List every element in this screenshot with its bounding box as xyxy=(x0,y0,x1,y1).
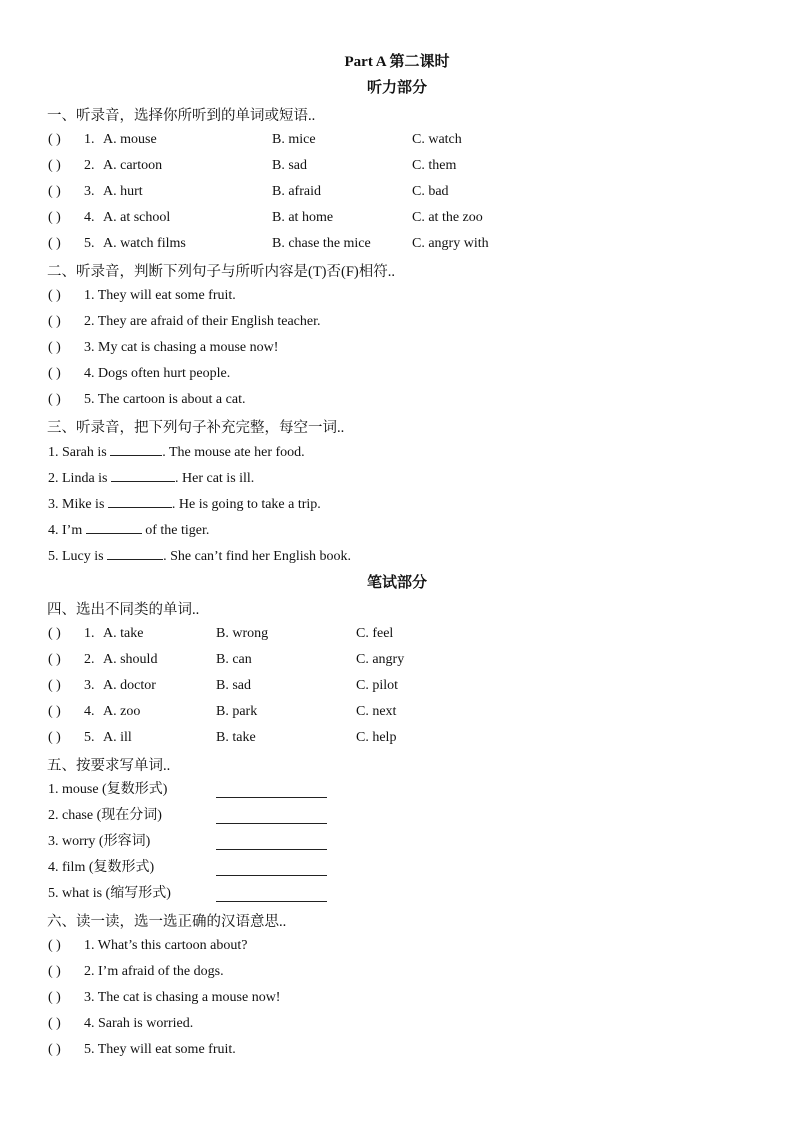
item-number: 4. xyxy=(84,704,95,719)
word-prompt: 4. film (复数形式) xyxy=(48,860,155,875)
sentence: 4. Dogs often hurt people. xyxy=(84,366,231,381)
option-b: B. park xyxy=(216,704,258,719)
answer-bracket[interactable]: ( ) xyxy=(48,938,61,953)
answer-bracket[interactable]: ( ) xyxy=(48,730,61,745)
s3-item-4 xyxy=(48,520,209,540)
s6-item-4 xyxy=(48,1014,193,1034)
answer-bracket[interactable]: ( ) xyxy=(48,340,61,355)
item-number: 3. xyxy=(84,678,95,693)
sentence: 5. They will eat some fruit. xyxy=(84,1042,236,1057)
s5-item-4 xyxy=(48,858,154,878)
sentence: 2. They are afraid of their English teacher. xyxy=(84,314,321,329)
s1-item-5 xyxy=(48,234,489,254)
option-c: C. help xyxy=(356,730,397,745)
s2-item-5 xyxy=(48,390,245,410)
s4-item-3 xyxy=(48,676,399,696)
answer-bracket[interactable]: ( ) xyxy=(48,184,61,199)
fill-blank[interactable] xyxy=(86,520,142,534)
sentence-end: . The mouse ate her food. xyxy=(162,445,305,460)
s2-item-3 xyxy=(48,338,278,358)
fill-blank[interactable] xyxy=(107,546,163,560)
sentence-start: 4. I’m xyxy=(48,523,86,538)
s3-item-5 xyxy=(48,546,351,566)
answer-bracket[interactable]: ( ) xyxy=(48,236,61,251)
s5-item-2 xyxy=(48,806,162,826)
option-b: B. chase the mice xyxy=(272,236,371,251)
option-b: B. wrong xyxy=(216,626,269,641)
section-1-title: 一、听录音，选择你所听到的单词或短语.. xyxy=(47,108,316,124)
answer-line[interactable] xyxy=(216,783,327,798)
item-number: 1. xyxy=(84,626,95,641)
item-number: 2. xyxy=(84,652,95,667)
word-prompt: 3. worry (形容词) xyxy=(48,834,151,849)
option-c: C. next xyxy=(356,704,397,719)
s4-item-2 xyxy=(48,650,405,670)
writing-heading: 笔试部分 xyxy=(366,575,427,591)
s3-item-2 xyxy=(48,468,254,488)
item-number: 5. xyxy=(84,236,95,251)
page-title: Part A 第二课时 xyxy=(344,54,450,70)
s2-item-2 xyxy=(48,312,320,332)
sentence-end: . He is going to take a trip. xyxy=(171,497,321,512)
section-4-title: 四、选出不同类的单词.. xyxy=(47,602,200,618)
option-a: A. cartoon xyxy=(103,158,163,173)
answer-bracket[interactable]: ( ) xyxy=(48,626,61,641)
sentence-end: . Her cat is ill. xyxy=(175,471,255,486)
answer-bracket[interactable]: ( ) xyxy=(48,392,61,407)
sentence-start: 2. Linda is xyxy=(48,471,111,486)
answer-bracket[interactable]: ( ) xyxy=(48,366,61,381)
fill-blank[interactable] xyxy=(110,442,162,456)
s6-item-5 xyxy=(48,1040,236,1060)
section-5-title: 五、按要求写单词.. xyxy=(47,758,171,774)
s5-item-1 xyxy=(48,780,167,800)
option-a: A. doctor xyxy=(103,678,156,693)
option-c: C. them xyxy=(412,158,457,173)
sentence: 3. The cat is chasing a mouse now! xyxy=(84,990,281,1005)
s1-item-1 xyxy=(48,130,462,150)
option-b: B. mice xyxy=(272,132,316,147)
s5-item-3 xyxy=(48,832,150,852)
answer-bracket[interactable]: ( ) xyxy=(48,704,61,719)
answer-bracket[interactable]: ( ) xyxy=(48,1042,61,1057)
section-6-title: 六、读一读，选一选正确的汉语意思.. xyxy=(47,914,287,930)
option-a: A. should xyxy=(103,652,158,667)
answer-bracket[interactable]: ( ) xyxy=(48,314,61,329)
sentence-start: 3. Mike is xyxy=(48,497,108,512)
option-c: C. at the zoo xyxy=(412,210,483,225)
s3-item-1 xyxy=(48,442,305,462)
answer-line[interactable] xyxy=(216,835,327,850)
listening-heading: 听力部分 xyxy=(366,80,427,96)
section-2-title: 二、听录音，判断下列句子与所听内容是(T)否(F)相符.. xyxy=(47,264,395,280)
s1-item-4 xyxy=(48,208,483,228)
sentence: 1. They will eat some fruit. xyxy=(84,288,236,303)
s4-item-1 xyxy=(48,624,394,644)
item-number: 2. xyxy=(84,158,95,173)
answer-bracket[interactable]: ( ) xyxy=(48,1016,61,1031)
option-a: A. hurt xyxy=(103,184,143,199)
s4-item-4 xyxy=(48,702,397,722)
option-c: C. feel xyxy=(356,626,394,641)
option-b: B. at home xyxy=(272,210,334,225)
option-c: C. angry xyxy=(356,652,405,667)
sentence: 2. I’m afraid of the dogs. xyxy=(84,964,224,979)
answer-bracket[interactable]: ( ) xyxy=(48,132,61,147)
s5-item-5 xyxy=(48,884,171,904)
option-b: B. sad xyxy=(272,158,307,173)
fill-blank[interactable] xyxy=(111,468,175,482)
answer-bracket[interactable]: ( ) xyxy=(48,678,61,693)
section-3-title: 三、听录音，把下列句子补充完整，每空一词.. xyxy=(47,420,345,436)
fill-blank[interactable] xyxy=(108,494,172,508)
answer-bracket[interactable]: ( ) xyxy=(48,990,61,1005)
answer-bracket[interactable]: ( ) xyxy=(48,158,61,173)
s1-item-2 xyxy=(48,156,457,176)
sentence: 1. What’s this cartoon about? xyxy=(84,938,248,953)
answer-bracket[interactable]: ( ) xyxy=(48,210,61,225)
answer-line[interactable] xyxy=(216,861,327,876)
s1-item-3 xyxy=(48,182,449,202)
item-number: 4. xyxy=(84,210,95,225)
sentence: 5. The cartoon is about a cat. xyxy=(84,392,246,407)
answer-bracket[interactable]: ( ) xyxy=(48,288,61,303)
option-b: B. afraid xyxy=(272,184,321,199)
s4-item-5 xyxy=(48,728,397,748)
answer-line[interactable] xyxy=(216,887,327,902)
option-b: B. take xyxy=(216,730,256,745)
option-a: A. mouse xyxy=(103,132,157,147)
sentence: 4. Sarah is worried. xyxy=(84,1016,194,1031)
s3-item-3 xyxy=(48,494,321,514)
sentence-end: of the tiger. xyxy=(141,523,210,538)
answer-bracket[interactable]: ( ) xyxy=(48,652,61,667)
item-number: 1. xyxy=(84,132,95,147)
sentence: 3. My cat is chasing a mouse now! xyxy=(84,340,279,355)
option-a: A. watch films xyxy=(103,236,186,251)
option-c: C. pilot xyxy=(356,678,399,693)
s6-item-3 xyxy=(48,988,280,1008)
option-a: A. zoo xyxy=(103,704,141,719)
item-number: 3. xyxy=(84,184,95,199)
sentence-end: . She can’t find her English book. xyxy=(163,549,352,564)
sentence-start: 1. Sarah is xyxy=(48,445,111,460)
item-number: 5. xyxy=(84,730,95,745)
answer-line[interactable] xyxy=(216,809,327,824)
option-c: C. watch xyxy=(412,132,462,147)
s2-item-1 xyxy=(48,286,236,306)
option-a: A. take xyxy=(103,626,144,641)
answer-bracket[interactable]: ( ) xyxy=(48,964,61,979)
option-c: C. bad xyxy=(412,184,449,199)
s6-item-2 xyxy=(48,962,224,982)
word-prompt: 5. what is (缩写形式) xyxy=(48,886,171,901)
word-prompt: 1. mouse (复数形式) xyxy=(48,782,168,797)
option-b: B. can xyxy=(216,652,252,667)
option-a: A. at school xyxy=(103,210,171,225)
option-b: B. sad xyxy=(216,678,251,693)
sentence-start: 5. Lucy is xyxy=(48,549,108,564)
s6-item-1 xyxy=(48,936,247,956)
word-prompt: 2. chase (现在分词) xyxy=(48,808,162,823)
option-c: C. angry with xyxy=(412,236,489,251)
s2-item-4 xyxy=(48,364,230,384)
option-a: A. ill xyxy=(103,730,132,745)
